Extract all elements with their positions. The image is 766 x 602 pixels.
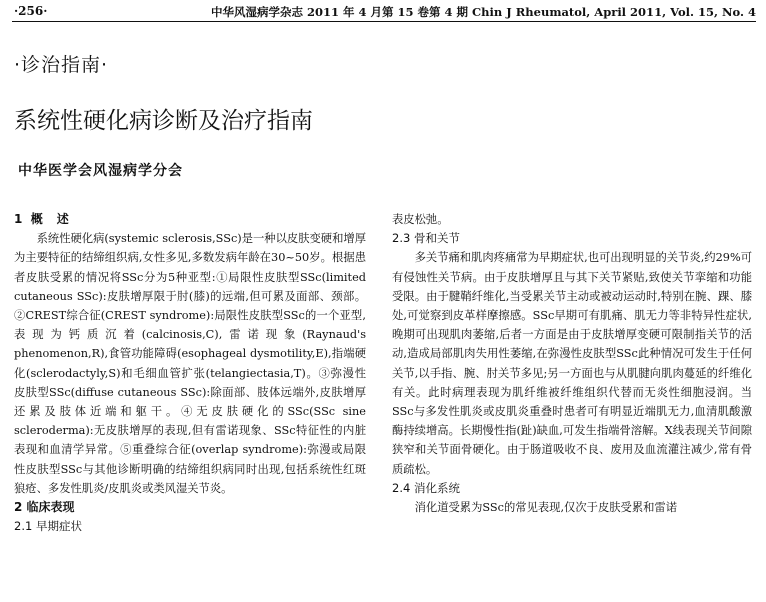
- right-column: [392, 210, 752, 517]
- digestive-paragraph: 消化道受累为SSc的常见表现,仅次于皮肤受累和雷诺: [414, 501, 678, 515]
- page-number: ·256·: [14, 4, 48, 18]
- header-rule: [12, 21, 756, 22]
- section-2-heading: 2 临床表现: [14, 500, 75, 515]
- section-1-heading: [14, 210, 366, 229]
- continued-text: 表皮松弛。: [392, 213, 449, 226]
- running-header: [0, 0, 766, 22]
- journal-citation: 中华风湿病学杂志 2011 年 4 月第 15 卷第 4 期 Chin J Rheumatol, April 2011, Vol. 15, No. 4: [210, 5, 756, 19]
- section-1-title: 概述: [30, 212, 83, 226]
- bone-joint-paragraph: 多关节痛和肌肉疼痛常为早期症状,也可出现明显的关节炎,约29%可有侵蚀性关节病。由于皮肤增厚且与其下关节紧贴,致使关节挛缩和功能受限。由于腱鞘纤维化,当受累关节主动或被动运动时,特别在腕、踝、膝处,可觉察到皮革样摩擦感。SSc早期可有肌痛、肌无力等非特异性症状,晚期可出现肌肉萎缩,后者一方面是由于皮肤增厚变硬可限制指关节的活动,造成局部肌肉失用性萎缩,在弥漫性皮肤型SSc此种情况可发生于任何关节,以手指、腕、肘关节多见;另一方面也与从肌腱向肌肉蔓延的纤维化有关。此时病理表现为肌纤维被纤维组织代替而无炎性细胞浸润。当SSc与多发性肌炎或皮肌炎重叠时患者可有明显近端肌无力,血清肌酸激酶持续增高。长期慢性指(趾)缺血,可发生指端骨溶解。X线表现关节间隙狭窄和关节面骨硬化。由于肠道吸收不良、废用及血流灌注减少,常有骨质疏松。: [392, 251, 752, 476]
- left-column: [14, 210, 366, 536]
- section-2-3-heading: 2.3 骨和关节: [392, 231, 460, 246]
- section-2-4-heading: 2.4 消化系统: [392, 480, 460, 495]
- author-line: 中华医学会风湿病学分会: [18, 163, 183, 179]
- section-2-1-heading: 2.1 早期症状: [14, 519, 82, 534]
- section-1-number: 1: [14, 212, 23, 226]
- overview-paragraph: 系统性硬化病(systemic sclerosis,SSc)是一种以皮肤变硬和增厚为主要特征的结缔组织病,女性多见,多数发病年龄在30~50岁。根据患者皮肤受累的情况将SSc分为5种亚型:①局限性皮肤型SSc(limited cutaneous SSc):皮肤增厚限于肘(膝)的远端,但可累及面部、颈部。②CREST综合征(CREST syndrome):局限性皮肤型SSc的一个亚型,表现为钙质沉着(calcinosis,C),雷诺现象(Raynaud's phenomenon,R),食管功能障碍(esophageal dysmotility,E),指端硬化(sclerodactyly,S)和毛细血管扩张(telangiectasia,T)。③弥漫性皮肤型SSc(diffuse cutaneous SSc):除面部、肢体远端外,皮肤增厚还累及肢体近端和躯干。④无皮肤硬化的SSc(SSc sine scleroderma):无皮肤增厚的表现,但有雷诺现象、SSc特征性的内脏表现和血清学异常。⑤重叠综合征(overlap syndrome):弥漫或局限性皮肤型SSc与其他诊断明确的结缔组织病同时出现,包括系统性红斑狼疮、多发性肌炎/皮肌炎或类风湿关节炎。: [14, 232, 366, 495]
- article-title: 系统性硬化病诊断及治疗指南: [14, 108, 313, 134]
- section-tag: ·诊治指南·: [14, 54, 109, 76]
